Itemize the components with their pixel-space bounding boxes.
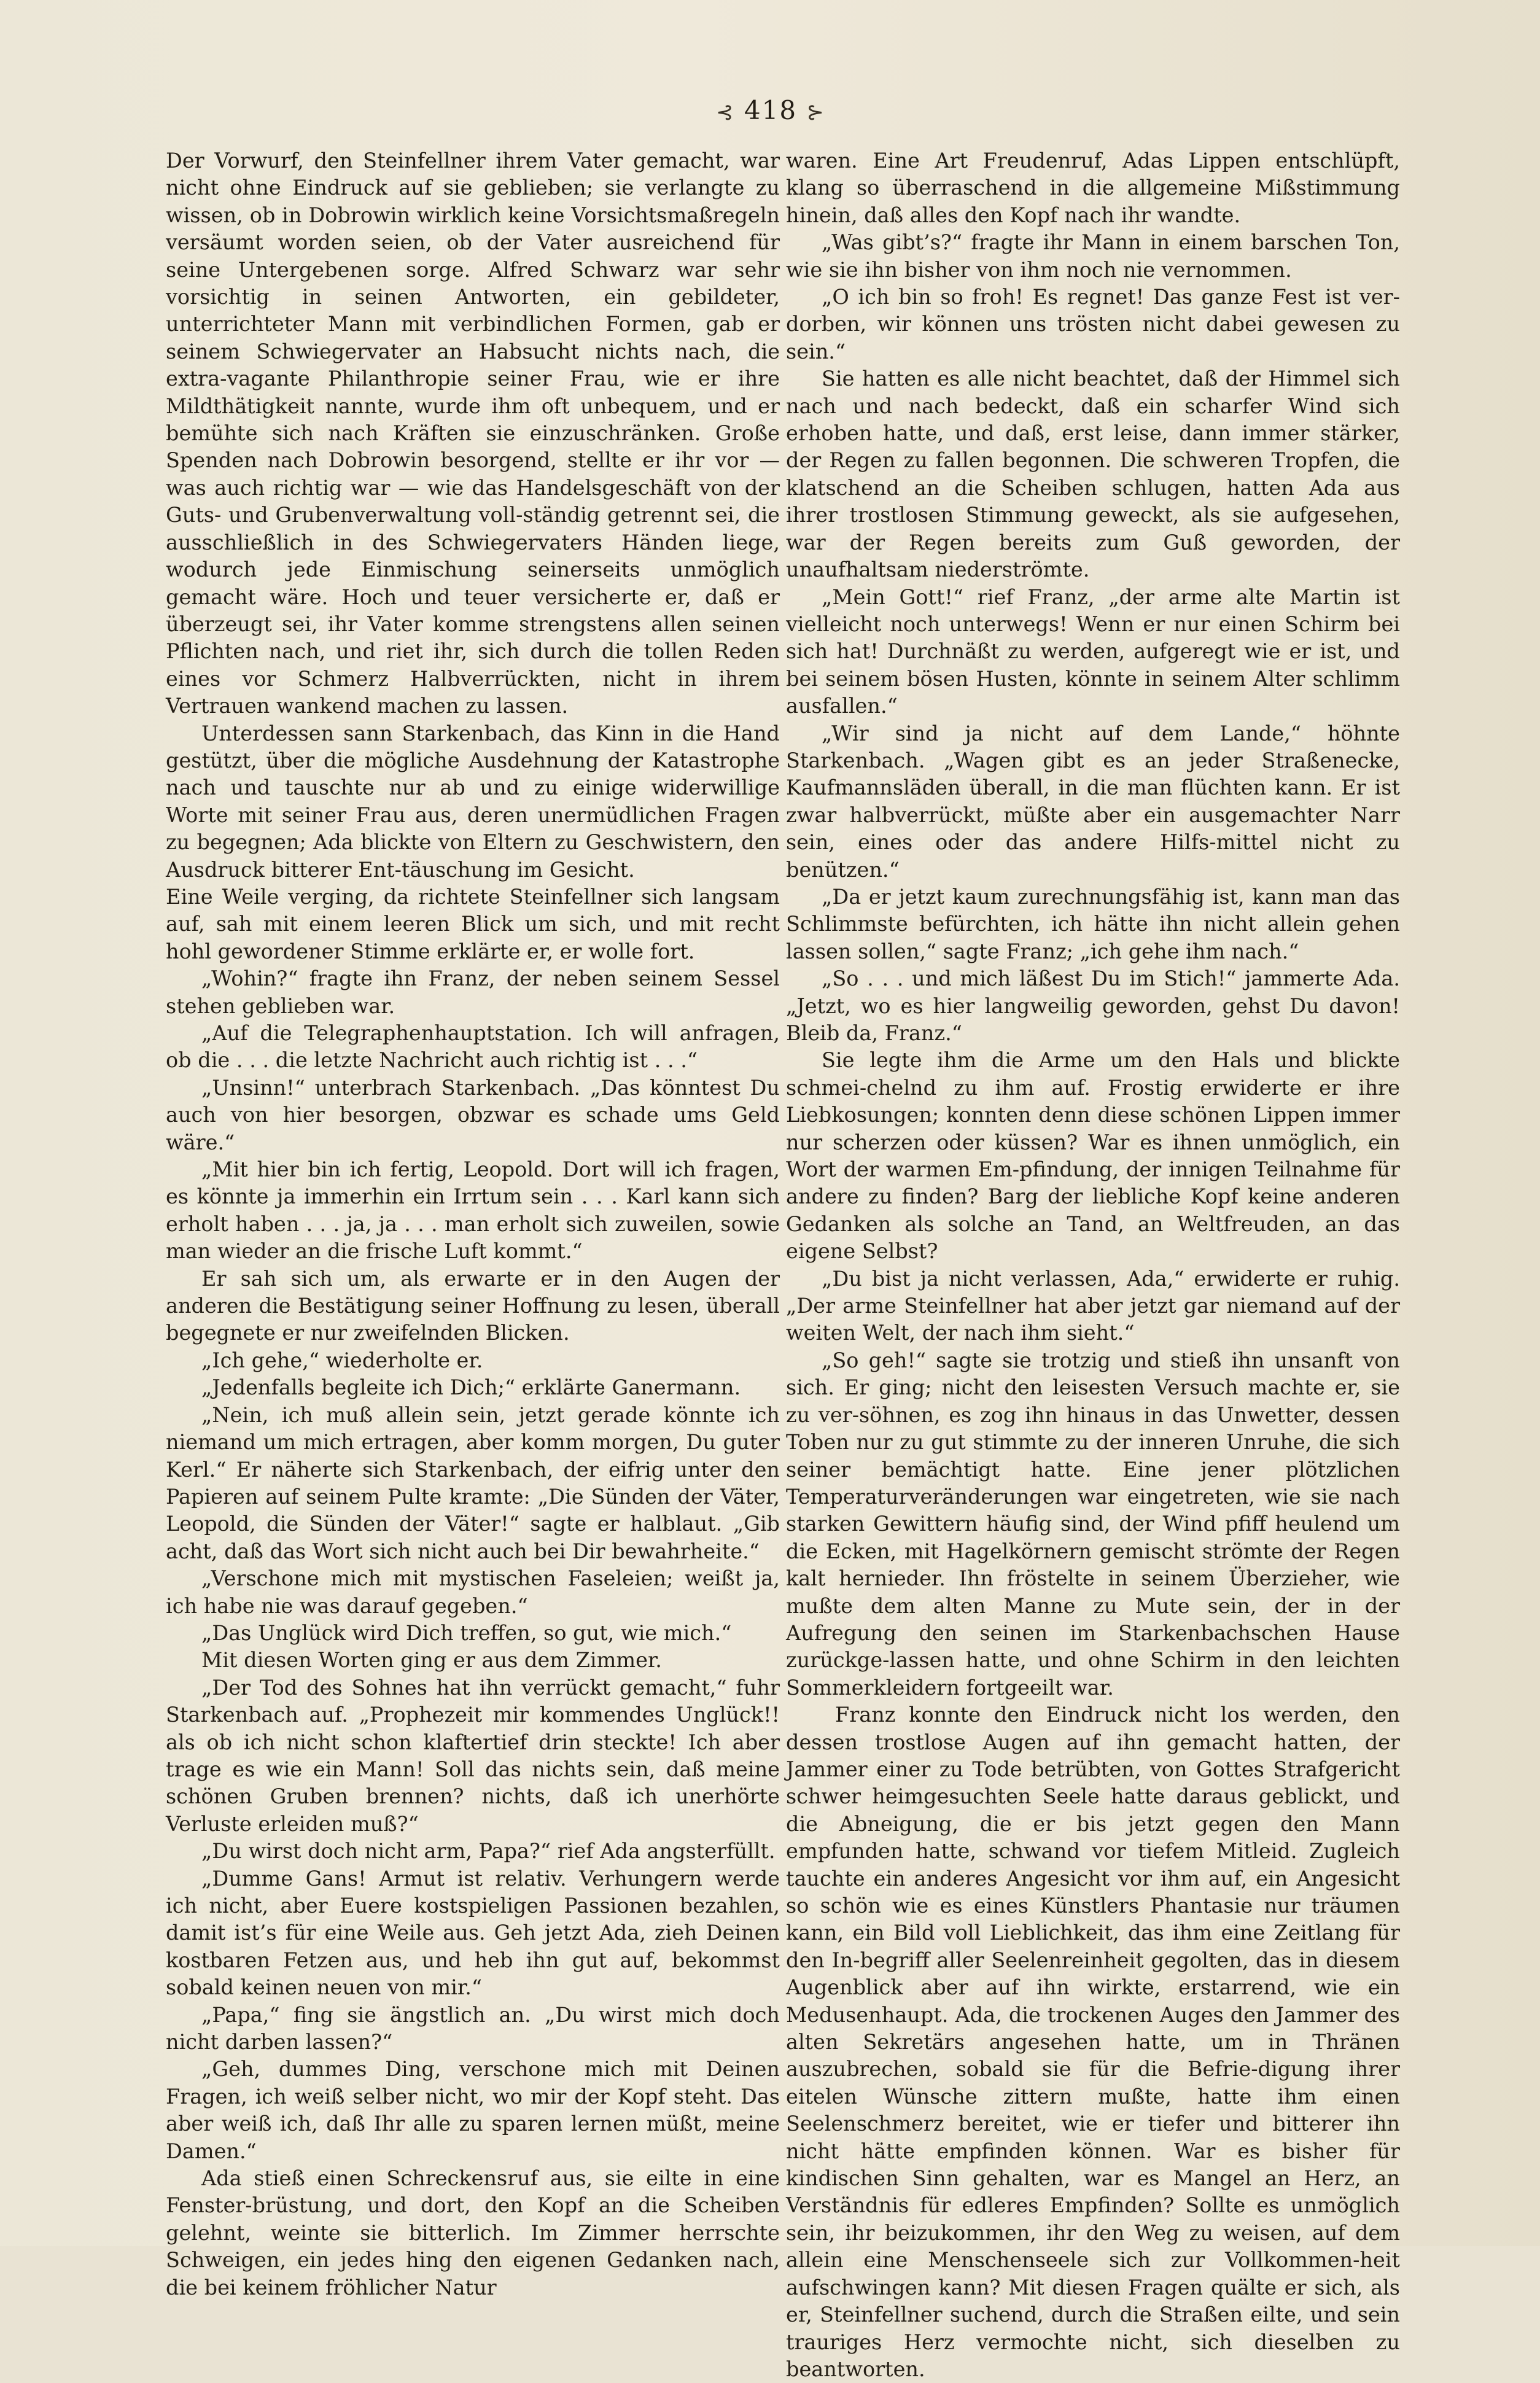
paragraph: Er sah sich um, als erwarte er in den Augen der anderen die Bestätigung seiner Hoffnung zu lesen, überall begegnete er nur zweifelnden Blicken. [166, 1266, 780, 1345]
page-number: 418 [744, 95, 798, 125]
paragraph: Ada stieß einen Schreckensruf aus, sie eilte in eine Fenster-brüstung, und dort, den Kopf an die Scheiben gelehnt, weinte sie bitterlich. Im Zimmer herrschte Schweigen, ein jedes hing den eigenen Gedanken nach, die bei keinem fröhlicher Natur [166, 2166, 780, 2299]
paragraph: „Da er jetzt kaum zurechnungsfähig ist, kann man das Schlimmste befürchten, ich hätte ihn nicht allein gehen lassen sollen,“ sagte Franz; „ich gehe ihm nach.“ [786, 884, 1400, 963]
paragraph: „Auf die Telegraphenhauptstation. Ich will anfragen, ob die . . . die letzte Nachricht auch richtig ist . . .“ [166, 1021, 780, 1073]
paragraph: „Mit hier bin ich fertig, Leopold. Dort will ich fragen, es könnte ja immerhin ein Irrtum sein . . . Karl kann sich erholt haben . . . ja, ja . . . man erholt sich zuweilen, sowie man wieder an die frische Luft kommt.“ [166, 1157, 780, 1264]
page-header [669, 92, 872, 129]
paragraph: „Jedenfalls begleite ich Dich;“ erklärte Ganermann. [201, 1375, 741, 1400]
paragraph: „Das Unglück wird Dich treffen, so gut, wie mich.“ [201, 1620, 732, 1645]
paragraph: Sie legte ihm die Arme um den Hals und blickte schmei-chelnd zu ihm auf. Frostig erwiderte er ihre Liebkosungen; konnten denn diese schönen Lippen immer nur scherzen oder küssen? War es ihnen unmöglich, ein Wort der warmen Em-pfindung, der innigen Teilnahme für andere zu finden? Barg der liebliche Kopf keine anderen Gedanken als solche an Tand, an Weltfreuden, an das eigene Selbst? [786, 1048, 1400, 1264]
paragraph: Franz konnte den Eindruck nicht los werden, den dessen trostlose Augen auf ihn gemacht hatten, der Jammer einer zu Tode betrübten, von Gottes Strafgericht schwer heimgesuchten Seele hatte daraus geblickt, und die Abneigung, die er bis jetzt gegen den Mann empfunden hatte, schwand vor tiefem Mitleid. Zugleich tauchte ein anderes Angesicht vor ihm auf, ein Angesicht so schön wie es eines Künstlers Phantasie nur träumen kann, ein Bild voll Lieblichkeit, das ihm eine Zeitlang für den In-begriff aller Seelenreinheit gegolten, das in diesem Augenblick aber auf ihn wirkte, erstarrend, wie ein Medusenhaupt. Ada, die trockenen Auges den Jammer des alten Sekretärs angesehen hatte, um in Thränen auszubrechen, sobald sie für die Befrie-digung ihrer eitelen Wünsche zittern mußte, hatte ihm einen Seelenschmerz bereitet, wie er tiefer und bitterer ihn nicht hätte empfinden können. War es bisher für kindischen Sinn gehalten, war es Mangel an Herz, an Verständnis für edleres Empfinden? Sollte es unmöglich sein, ihr beizukommen, ihr den Weg zu weisen, auf dem allein eine Menschenseele sich zur Vollkommen-heit aufschwingen kann? Mit diesen Fragen quälte er sich, als er, Steinfellner suchend, durch die Straßen eilte, und sein trauriges Herz vermochte nicht, sich dieselben zu beantworten. [786, 1703, 1400, 2381]
paragraph: „Papa,“ fing sie ängstlich an. „Du wirst mich doch nicht darben lassen?“ [166, 2002, 780, 2055]
paragraph: „Unsinn!“ unterbrach Starkenbach. „Das könntest Du auch von hier besorgen, obzwar es schade ums Geld wäre.“ [166, 1075, 780, 1154]
paragraph: „So . . . und mich läßest Du im Stich!“ jammerte Ada. „Jetzt, wo es hier langweilig geworden, gehst Du davon! Bleib da, Franz.“ [786, 966, 1400, 1045]
paragraph: „So geh!“ sagte sie trotzig und stieß ihn unsanft von sich. Er ging; nicht den leisesten Versuch machte er, sie zu ver-söhnen, es zog ihn hinaus in das Unwetter, dessen Toben nur zu gut stimmte zu der inneren Unruhe, die sich seiner bemächtigt hatte. Eine jener plötzlichen Temperaturveränderungen war eingetreten, wie sie nach starken Gewittern häufig sind, der Wind pfiff heulend um die Ecken, mit Hagelkörnern gemischt strömte der Regen kalt hernieder. Ihn fröstelte in seinem Überzieher, wie mußte dem alten Manne zu Mute sein, der in der Aufregung den seinen im Starkenbachschen Hause zurückge-lassen hatte, und ohne Schirm in den leichten Sommerkleidern fortgeeilt war. [786, 1348, 1400, 1700]
paragraph: „Wir sind ja nicht auf dem Lande,“ höhnte Starkenbach. „Wagen gibt es an jeder Straßenecke, Kaufmannsläden überall, in die man flüchten kann. Er ist zwar halbverrückt, müßte aber ein ausgemachter Narr sein, eines oder das andere Hilfs-mittel nicht zu benützen.“ [786, 721, 1400, 882]
paragraph: „Was gibt’s?“ fragte ihr Mann in einem barschen Ton, wie sie ihn bisher von ihm noch nie vernommen. [786, 230, 1400, 282]
paragraph: Unterdessen sann Starkenbach, das Kinn in die Hand gestützt, über die mögliche Ausdehnung der Katastrophe nach und tauschte nur ab und zu einige widerwillige Worte mit seiner Frau aus, deren unermüdlichen Fragen zu begegnen; Ada blickte von Eltern zu Geschwistern, den Ausdruck bitterer Ent-täuschung im Gesicht. [166, 721, 780, 882]
paragraph: „Du wirst doch nicht arm, Papa?“ rief Ada angsterfüllt. [201, 1839, 776, 1864]
paragraph: „Verschone mich mit mystischen Faseleien; weißt ja, ich habe nie was darauf gegeben.“ [166, 1566, 780, 1618]
paragraph: „Wohin?“ fragte ihn Franz, der neben seinem Sessel stehen geblieben war. [166, 966, 780, 1018]
right-column [786, 147, 1400, 2381]
paragraph: Eine Weile verging, da richtete Steinfellner sich langsam auf, sah mit einem leeren Blick um sich, und mit recht hohl gewordener Stimme erklärte er, er wolle fort. [166, 884, 780, 963]
paragraph: Mit diesen Worten ging er aus dem Zimmer. [201, 1648, 662, 1673]
paragraph: „Ich gehe,“ wiederholte er. [201, 1348, 483, 1372]
paragraph: Sie hatten es alle nicht beachtet, daß der Himmel sich nach und nach bedeckt, daß ein scharfer Wind sich erhoben hatte, und daß, erst leise, dann immer stärker, der Regen zu fallen begonnen. Die schweren Tropfen, die klatschend an die Scheiben schlugen, hatten Ada aus ihrer trostlosen Stimmung geweckt, als sie aufgesehen, war der Regen bereits zum Guß geworden, der unaufhaltsam niederströmte. [786, 367, 1400, 582]
ornament-right-icon: ⊱ [806, 100, 825, 125]
paragraph: „O ich bin so froh! Es regnet! Das ganze Fest ist ver-dorben, wir können uns trösten nicht dabei gewesen zu sein.“ [786, 285, 1400, 363]
paragraph: „Du bist ja nicht verlassen, Ada,“ erwiderte er ruhig. „Der arme Steinfellner hat aber jetzt gar niemand auf der weiten Welt, der nach ihm sieht.“ [786, 1266, 1400, 1345]
paragraph: „Geh, dummes Ding, verschone mich mit Deinen Fragen, ich weiß selber nicht, wo mir der Kopf steht. Das aber weiß ich, daß Ihr alle zu sparen lernen müßt, meine Damen.“ [166, 2057, 780, 2163]
paragraph: „Dumme Gans! Armut ist relativ. Verhungern werde ich nicht, aber Euere kostspieligen Passionen bezahlen, damit ist’s für eine Weile aus. Geh jetzt Ada, zieh Deinen kostbaren Fetzen aus, und heb ihn gut auf, bekommst sobald keinen neuen von mir.“ [166, 1866, 780, 2000]
ornament-left-icon: ⊰ [716, 100, 735, 125]
left-column [166, 147, 780, 2299]
paragraph: „Nein, ich muß allein sein, jetzt gerade könnte ich niemand um mich ertragen, aber komm morgen, Du guter Kerl.“ Er näherte sich Starkenbach, der eifrig unter den Papieren auf seinem Pulte kramte: „Die Sünden der Väter, Leopold, die Sünden der Väter!“ sagte er halblaut. „Gib acht, daß das Wort sich nicht auch bei Dir bewahrheite.“ [166, 1402, 780, 1563]
paragraph: Der Vorwurf, den Steinfellner ihrem Vater gemacht, war nicht ohne Eindruck auf sie geblieben; sie verlangte zu wissen, ob in Dobrowin wirklich keine Vorsichtsmaßregeln versäumt worden seien, ob der Vater ausreichend für seine Untergebenen sorge. Alfred Schwarz war sehr vorsichtig in seinen Antworten, ein gebildeter, unterrichteter Mann mit verbindlichen Formen, gab er seinem Schwiegervater an Habsucht nichts nach, die extra-vagante Philanthropie seiner Frau, wie er ihre Mildthätigkeit nannte, wurde ihm oft unbequem, und er bemühte sich nach Kräften sie einzuschränken. Große Spenden nach Dobrowin besorgend, stellte er ihr vor — was auch richtig war — wie das Handelsgeschäft von der Guts- und Grubenverwaltung voll-ständig getrennt sei, die ausschließlich in des Schwiegervaters Händen liege, wodurch jede Einmischung seinerseits unmöglich gemacht wäre. Hoch und teuer versicherte er, daß er überzeugt sei, ihr Vater komme strengstens allen seinen Pflichten nach, und riet ihr, sich durch die tollen Reden eines vor Schmerz Halbverrückten, nicht in ihrem Vertrauen wankend machen zu lassen. [166, 149, 780, 718]
paragraph: „Mein Gott!“ rief Franz, „der arme alte Martin ist vielleicht noch unterwegs! Wenn er nur einen Schirm bei sich hat! Durchnäßt zu werden, aufgeregt wie er ist, und bei seinem bösen Husten, könnte in seinem Alter schlimm ausfallen.“ [786, 585, 1400, 718]
paragraph: „Der Tod des Sohnes hat ihn verrückt gemacht,“ fuhr Starkenbach auf. „Prophezeit mir kommendes Unglück!! als ob ich nicht schon klaftertief drin steckte! Ich aber trage es wie ein Mann! Soll das nichts sein, daß meine schönen Gruben brennen? nichts, daß ich unerhörte Verluste erleiden muß?“ [166, 1675, 780, 1836]
paragraph: waren. Eine Art Freudenruf, Adas Lippen entschlüpft, klang so überraschend in die allgemeine Mißstimmung hinein, daß alles den Kopf nach ihr wandte. [786, 149, 1400, 227]
